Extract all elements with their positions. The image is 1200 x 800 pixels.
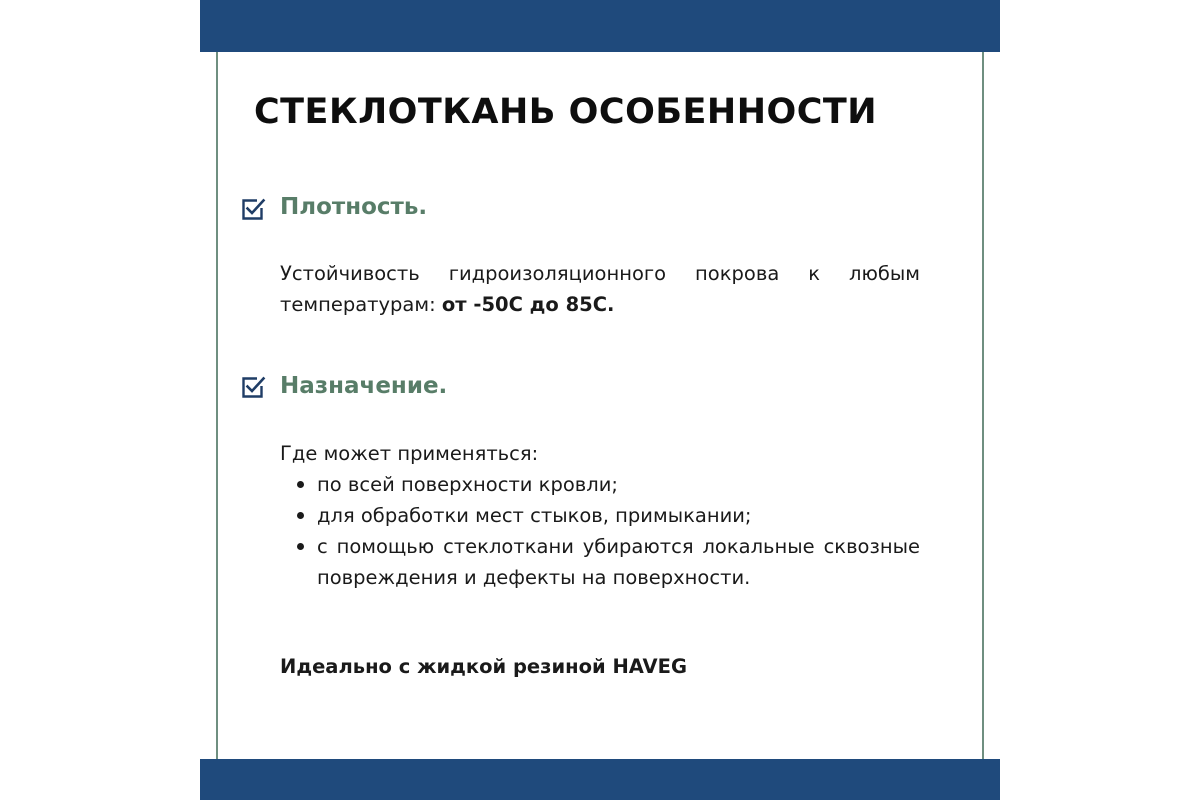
footer-note: Идеально с жидкой резиной HAVEG (280, 655, 687, 678)
section-heading-density: Плотность. (280, 194, 428, 220)
checkbox-checked-icon (240, 374, 266, 400)
page-title: СТЕКЛОТКАНЬ ОСОБЕННОСТИ (254, 92, 878, 132)
list-item-text: с помощью стеклоткани убираются локальные сквозные повреждения и дефекты на поверхности. (317, 535, 920, 589)
density-description (280, 258, 920, 320)
list-item (280, 531, 920, 593)
section-heading-purpose: Назначение. (280, 373, 448, 399)
frame-left-border (216, 52, 218, 759)
purpose-list (280, 469, 920, 593)
temperature-range: от -50С до 85С. (441, 293, 615, 316)
list-item-text: по всей поверхности кровли; (317, 473, 618, 496)
checkbox-checked-icon (240, 196, 266, 222)
list-item (280, 500, 920, 531)
bullet-dot-icon (297, 481, 304, 488)
frame-right-border (982, 52, 984, 759)
bullet-dot-icon (297, 512, 304, 519)
density-text: Устойчивость гидроизоляционного покрова к любым температурам: (280, 262, 920, 316)
top-banner-bar (200, 0, 1000, 52)
list-item (280, 469, 920, 500)
purpose-lead: Где может применяться: (280, 442, 539, 465)
list-item-text: для обработки мест стыков, примыкании; (317, 504, 752, 527)
bottom-banner-bar (200, 759, 1000, 800)
bullet-dot-icon (297, 543, 304, 550)
